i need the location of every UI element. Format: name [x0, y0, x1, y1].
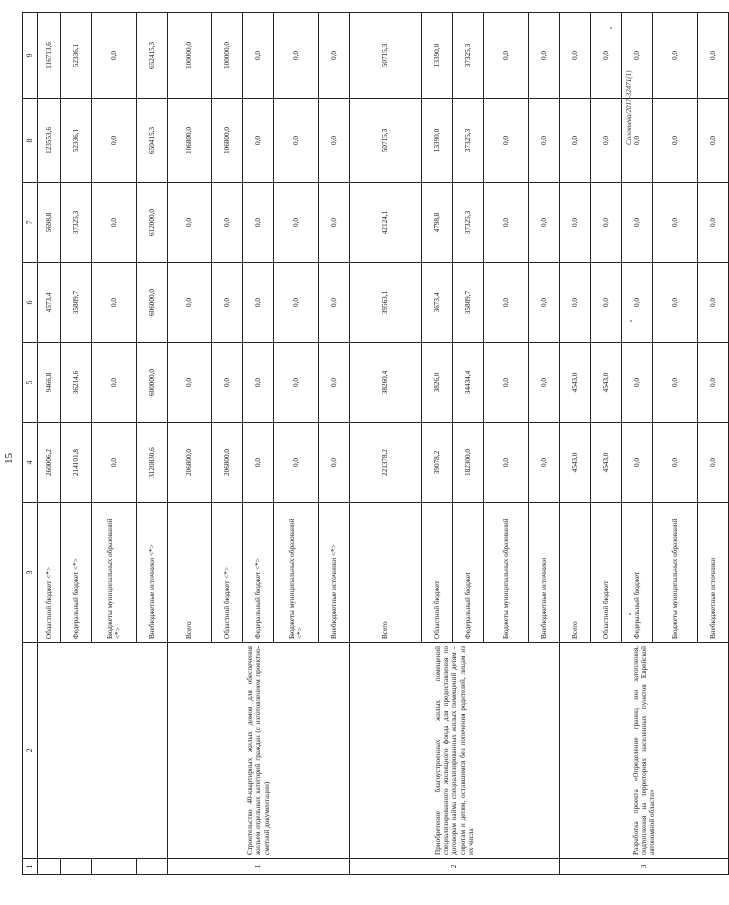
amount-cell: 0,0	[698, 183, 729, 263]
amount-cell: 39078,2	[422, 423, 453, 503]
budget-table	[22, 12, 729, 875]
amount-cell: 0,0	[484, 423, 529, 503]
amount-cell: 50715,3	[350, 13, 422, 99]
amount-cell: 0,0	[698, 13, 729, 99]
amount-cell: 0,0	[274, 183, 319, 263]
amount-cell: 0,0	[319, 343, 350, 423]
funding-source-cell: Федеральный бюджет	[622, 503, 653, 643]
amount-cell: 0,0	[622, 343, 653, 423]
amount-cell: 0,0	[274, 423, 319, 503]
amount-cell: 0,0	[92, 183, 137, 263]
amount-cell: 0,0	[92, 263, 137, 343]
header-cell: 5	[23, 343, 38, 423]
amount-cell: 0,0	[591, 263, 622, 343]
amount-cell: 0,0	[274, 263, 319, 343]
scan-speck	[630, 320, 632, 322]
amount-cell: 0,0	[529, 13, 560, 99]
amount-cell: 0,0	[698, 99, 729, 183]
header-cell: 9	[23, 13, 38, 99]
row-number-cell: 3	[560, 859, 729, 875]
amount-cell: 37325,3	[61, 183, 92, 263]
amount-cell: 0,0	[168, 263, 212, 343]
amount-cell: 0,0	[274, 99, 319, 183]
amount-cell: 0,0	[319, 183, 350, 263]
table-row	[560, 13, 591, 875]
amount-cell: 0,0	[243, 423, 274, 503]
amount-cell: 260006,2	[38, 423, 61, 503]
table-row	[350, 13, 422, 875]
amount-cell: 42124,1	[350, 183, 422, 263]
amount-cell: 650415,3	[137, 99, 168, 183]
table-header-row	[23, 13, 38, 875]
page-number: 15	[3, 453, 15, 464]
amount-cell: 214101,8	[61, 423, 92, 503]
amount-cell: 206800,0	[212, 423, 243, 503]
amount-cell: 123553,6	[38, 99, 61, 183]
document-signature: Соловьева/2017-32471(1)	[625, 70, 633, 145]
header-cell: 2	[23, 643, 38, 859]
amount-cell: 0,0	[92, 423, 137, 503]
amount-cell: 0,0	[698, 343, 729, 423]
funding-source-cell: Областной бюджет <*>	[212, 503, 243, 643]
amount-cell: 9466,8	[38, 343, 61, 423]
funding-source-cell: Федеральный бюджет <*>	[61, 503, 92, 643]
amount-cell: 38260,4	[350, 343, 422, 423]
amount-cell: 37325,3	[453, 99, 484, 183]
funding-source-cell: Бюджеты муниципальных образований <*>	[274, 503, 319, 643]
amount-cell: 4543,0	[591, 423, 622, 503]
amount-cell: 0,0	[560, 183, 591, 263]
amount-cell: 3826,0	[422, 343, 453, 423]
funding-source-cell: Внебюджетные источники <*>	[137, 503, 168, 643]
amount-cell: 37325,3	[453, 183, 484, 263]
amount-cell: 106800,0	[168, 99, 212, 183]
amount-cell: 0,0	[653, 99, 698, 183]
amount-cell: 0,0	[560, 13, 591, 99]
funding-source-cell: Бюджеты муниципальных образований	[484, 503, 529, 643]
amount-cell: 0,0	[274, 13, 319, 99]
scan-speck	[629, 613, 631, 615]
header-cell: 1	[23, 859, 38, 875]
amount-cell: 0,0	[622, 183, 653, 263]
amount-cell: 4543,0	[560, 423, 591, 503]
amount-cell: 0,0	[698, 263, 729, 343]
funding-source-cell: Всего	[560, 503, 591, 643]
amount-cell: 0,0	[529, 183, 560, 263]
amount-cell: 13390,0	[422, 99, 453, 183]
amount-cell: 0,0	[484, 183, 529, 263]
amount-cell: 0,0	[319, 423, 350, 503]
amount-cell: 35889,7	[61, 263, 92, 343]
funding-source-cell: Областной бюджет	[422, 503, 453, 643]
row-number-cell	[137, 859, 168, 875]
amount-cell: 0,0	[484, 13, 529, 99]
amount-cell: 0,0	[212, 343, 243, 423]
amount-cell: 50715,3	[350, 99, 422, 183]
funding-source-cell: Бюджеты муниципальных образований <*>	[92, 503, 137, 643]
amount-cell: 0,0	[529, 343, 560, 423]
header-cell: 6	[23, 263, 38, 343]
measure-name-cell: Разработка проекта «Определение границ зон затопления, подтопления на территориях населенных пунктов Еврейской автономной области»	[560, 643, 729, 859]
amount-cell: 37325,3	[453, 13, 484, 99]
amount-cell: 0,0	[92, 99, 137, 183]
amount-cell: 0,0	[319, 99, 350, 183]
funding-source-cell: Внебюджетные источники	[698, 503, 729, 643]
row-number-cell	[38, 859, 61, 875]
amount-cell: 5698,8	[38, 183, 61, 263]
amount-cell: 0,0	[319, 263, 350, 343]
amount-cell: 612000,0	[137, 183, 168, 263]
amount-cell: 4543,0	[591, 343, 622, 423]
funding-source-cell: Федеральный бюджет <*>	[243, 503, 274, 643]
amount-cell: 0,0	[653, 423, 698, 503]
amount-cell: 0,0	[591, 99, 622, 183]
amount-cell: 0,0	[92, 13, 137, 99]
amount-cell: 52336,1	[61, 99, 92, 183]
funding-source-cell: Внебюджетные источники <*>	[319, 503, 350, 643]
amount-cell: 221378,2	[350, 423, 422, 503]
amount-cell: 52336,1	[61, 13, 92, 99]
amount-cell: 0,0	[243, 343, 274, 423]
amount-cell: 0,0	[698, 423, 729, 503]
amount-cell: 0,0	[622, 263, 653, 343]
amount-cell: 0,0	[653, 13, 698, 99]
funding-source-cell: Всего	[168, 503, 212, 643]
amount-cell: 0,0	[484, 99, 529, 183]
funding-source-cell: Областной бюджет <*>	[38, 503, 61, 643]
amount-cell: 0,0	[622, 423, 653, 503]
amount-cell: 0,0	[653, 263, 698, 343]
amount-cell: 0,0	[622, 13, 653, 99]
header-cell: 3	[23, 503, 38, 643]
amount-cell: 4573,4	[38, 263, 61, 343]
header-cell: 8	[23, 99, 38, 183]
amount-cell: 0,0	[560, 99, 591, 183]
amount-cell: 0,0	[243, 183, 274, 263]
funding-source-cell: Всего	[350, 503, 422, 643]
row-number-cell: 2	[350, 859, 560, 875]
scan-speck	[610, 27, 612, 29]
amount-cell: 0,0	[653, 343, 698, 423]
amount-cell: 0,0	[653, 183, 698, 263]
amount-cell: 0,0	[529, 263, 560, 343]
amount-cell: 0,0	[92, 343, 137, 423]
amount-cell: 0,0	[484, 263, 529, 343]
amount-cell: 36214,6	[61, 343, 92, 423]
amount-cell: 0,0	[212, 183, 243, 263]
amount-cell: 0,0	[274, 343, 319, 423]
measure-name-cell: Строительство 40-квартирных жилых домов для обеспечения жильем отдельных категорий граждан (с изготовлением проектно-сметной документации)	[168, 643, 350, 859]
amount-cell: 100000,0	[168, 13, 212, 99]
amount-cell: 182300,0	[453, 423, 484, 503]
header-cell: 4	[23, 423, 38, 503]
amount-cell: 600000,0	[137, 343, 168, 423]
amount-cell: 100000,0	[212, 13, 243, 99]
funding-source-cell: Областной бюджет	[591, 503, 622, 643]
amount-cell: 206800,0	[168, 423, 212, 503]
amount-cell: 0,0	[168, 343, 212, 423]
table-row	[38, 13, 61, 875]
amount-cell: 0,0	[243, 99, 274, 183]
row-number-cell: 1	[168, 859, 350, 875]
amount-cell: 4798,8	[422, 183, 453, 263]
amount-cell: 606000,0	[137, 263, 168, 343]
amount-cell: 0,0	[243, 263, 274, 343]
row-number-cell	[92, 859, 137, 875]
measure-name-cell	[38, 643, 168, 859]
measure-name-cell: Приобретение благоустроенных жилых помещений специализированного жилищного фонда для предоставления по договорам найма специализированных жилых помещений детям – сиротам и детям, оставшимся без попечения родителей, лицам из их числа	[350, 643, 560, 859]
amount-cell: 3120830,6	[137, 423, 168, 503]
amount-cell: 0,0	[168, 183, 212, 263]
amount-cell: 3673,4	[422, 263, 453, 343]
amount-cell: 39563,1	[350, 263, 422, 343]
amount-cell: 35889,7	[453, 263, 484, 343]
amount-cell: 13390,0	[422, 13, 453, 99]
amount-cell: 0,0	[529, 99, 560, 183]
amount-cell: 0,0	[622, 99, 653, 183]
header-cell: 7	[23, 183, 38, 263]
amount-cell: 0,0	[591, 183, 622, 263]
amount-cell: 0,0	[212, 263, 243, 343]
amount-cell: 0,0	[319, 13, 350, 99]
amount-cell: 0,0	[529, 423, 560, 503]
row-number-cell	[61, 859, 92, 875]
funding-source-cell: Бюджеты муниципальных образований	[653, 503, 698, 643]
funding-source-cell: Федеральный бюджет	[453, 503, 484, 643]
table-row	[168, 13, 212, 875]
amount-cell: 116713,6	[38, 13, 61, 99]
amount-cell: 0,0	[591, 13, 622, 99]
funding-source-cell: Внебюджетные источники	[529, 503, 560, 643]
amount-cell: 0,0	[484, 343, 529, 423]
amount-cell: 4543,0	[560, 343, 591, 423]
amount-cell: 652415,3	[137, 13, 168, 99]
amount-cell: 106800,0	[212, 99, 243, 183]
amount-cell: 0,0	[560, 263, 591, 343]
amount-cell: 0,0	[243, 13, 274, 99]
amount-cell: 34434,4	[453, 343, 484, 423]
